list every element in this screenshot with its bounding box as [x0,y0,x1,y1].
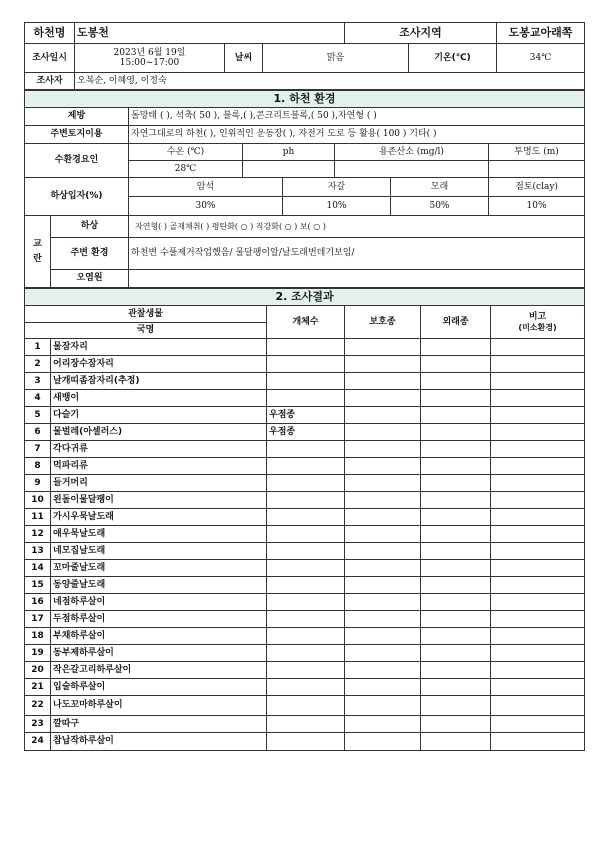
count-cell [267,543,345,560]
species-name: 참납작하루살이 [51,733,267,751]
table-row [25,356,585,373]
note-cell [491,628,585,645]
species-name: 어리장수잠자리 [51,356,267,373]
protected-cell [345,594,421,611]
invasive-cell [421,696,491,716]
count-cell [267,509,345,526]
row-number: 2 [25,356,51,373]
row-number: 15 [25,577,51,594]
protected-cell [345,475,421,492]
table-row [25,441,585,458]
table-row [25,662,585,679]
substrate-header-sand: 모래 [391,178,489,197]
section-environment-title: 1. 하천 환경 [25,91,585,108]
invasive-cell [421,356,491,373]
water-value-ph [243,161,335,178]
table-row [25,543,585,560]
count-cell [267,441,345,458]
note-cell [491,594,585,611]
row-number: 13 [25,543,51,560]
species-name: 왼돌이물달팽이 [51,492,267,509]
survey-sheet [24,22,584,751]
water-label: 수환경요인 [25,144,129,178]
substrate-value-gravel: 10% [283,197,391,216]
note-cell [491,407,585,424]
water-header-temp: 수온 (℃) [129,144,243,161]
count-cell: 우점종 [267,424,345,441]
table-row [25,424,585,441]
row-number: 8 [25,458,51,475]
invasive-cell [421,577,491,594]
species-name: 들거머리 [51,475,267,492]
disturbance-label [25,216,51,288]
protected-cell [345,560,421,577]
temp-label: 기온(℃) [409,44,497,73]
row-number: 18 [25,628,51,645]
surveyor-value: 오복순, 이혜영, 이정숙 [75,73,585,90]
row-number: 16 [25,594,51,611]
protected-cell [345,424,421,441]
protected-cell [345,356,421,373]
species-name: 네모집날도래 [51,543,267,560]
water-header-ph: ph [243,144,335,161]
note-cell [491,611,585,628]
col-note-title: 비고 [528,312,547,323]
landuse-value: 자연그대로의 하천( ), 인위적인 운동장( ), 자전거 도로 등 활용( 100 ) 기타( ) [129,126,585,144]
table-row [25,390,585,407]
note-cell [491,475,585,492]
count-cell [267,679,345,696]
note-cell [491,696,585,716]
table-row [25,594,585,611]
species-name: 동양줄날도래 [51,577,267,594]
row-number: 3 [25,373,51,390]
row-number: 22 [25,696,51,716]
note-cell [491,577,585,594]
row-number: 7 [25,441,51,458]
row-number: 9 [25,475,51,492]
river-label: 하천명 [25,23,75,44]
invasive-cell [421,475,491,492]
protected-cell [345,492,421,509]
count-cell [267,339,345,356]
table-row [25,458,585,475]
protected-cell [345,716,421,733]
row-number: 24 [25,733,51,751]
disturbance-label-text: 교란 [33,239,42,264]
protected-cell [345,509,421,526]
species-name: 작은갈고리하루살이 [51,662,267,679]
protected-cell [345,611,421,628]
count-cell [267,356,345,373]
protected-cell [345,733,421,751]
temp-value: 34℃ [497,44,585,73]
row-number: 10 [25,492,51,509]
count-cell [267,373,345,390]
invasive-cell [421,543,491,560]
count-cell [267,492,345,509]
invasive-cell [421,662,491,679]
table-row [25,645,585,662]
water-value-clarity [489,161,585,178]
date-line1: 2023년 6월 19일 [113,47,186,58]
section-results-title: 2. 조사결과 [25,289,585,306]
substrate-header-clay: 점토(clay) [489,178,585,197]
col-species-bottom: 국명 [25,323,267,339]
area-value: 도봉교아래쪽 [497,23,585,44]
table-row [25,696,585,716]
substrate-value-rock: 30% [129,197,283,216]
protected-cell [345,373,421,390]
count-cell [267,733,345,751]
protected-cell [345,679,421,696]
species-name: 가시우묵날도래 [51,509,267,526]
invasive-cell [421,390,491,407]
count-cell [267,662,345,679]
invasive-cell [421,645,491,662]
invasive-cell [421,407,491,424]
row-number: 5 [25,407,51,424]
protected-cell [345,662,421,679]
protected-cell [345,441,421,458]
water-header-do: 용존산소 (mg/l) [335,144,489,161]
row-number: 19 [25,645,51,662]
table-row [25,716,585,733]
count-cell [267,716,345,733]
count-cell [267,611,345,628]
header-table [24,22,585,90]
row-number: 14 [25,560,51,577]
species-name: 다슬기 [51,407,267,424]
river-value: 도봉천 [75,23,345,44]
invasive-cell [421,716,491,733]
note-cell [491,424,585,441]
embankment-label: 제방 [25,108,129,126]
note-cell [491,458,585,475]
note-cell [491,356,585,373]
weather-value: 맑음 [263,44,409,73]
count-cell: 우점종 [267,407,345,424]
substrate-label: 하상입자(%) [25,178,129,216]
table-row [25,475,585,492]
table-row [25,679,585,696]
protected-cell [345,696,421,716]
note-cell [491,441,585,458]
count-cell [267,628,345,645]
invasive-cell [421,373,491,390]
col-species-top: 관찰생물 [25,306,267,323]
weather-label: 날씨 [225,44,263,73]
row-number: 1 [25,339,51,356]
count-cell [267,475,345,492]
row-number: 4 [25,390,51,407]
protected-cell [345,390,421,407]
table-row [25,492,585,509]
species-name: 부채하루살이 [51,628,267,645]
substrate-value-clay: 10% [489,197,585,216]
row-number: 11 [25,509,51,526]
count-cell [267,390,345,407]
substrate-value-sand: 50% [391,197,489,216]
table-row [25,628,585,645]
col-note [491,306,585,339]
bed-value: 자연형( ) 골재채취( ) 평탄화( ○ ) 직강화( ○ ) 보( ○ ) [129,216,585,238]
count-cell [267,526,345,543]
row-number: 21 [25,679,51,696]
note-cell [491,509,585,526]
invasive-cell [421,424,491,441]
note-cell [491,679,585,696]
surround-value: 하천변 수풀제거작업했음/ 물달팽이알/날도래번데기보임/ [129,238,585,270]
invasive-cell [421,441,491,458]
pollution-value [129,270,585,288]
species-name: 애우묵날도래 [51,526,267,543]
protected-cell [345,526,421,543]
species-name: 새뱅이 [51,390,267,407]
table-row [25,373,585,390]
species-name: 먹파리류 [51,458,267,475]
species-name: 네점하루살이 [51,594,267,611]
note-cell [491,492,585,509]
substrate-header-rock: 암석 [129,178,283,197]
col-note-sub: (미소환경) [518,322,557,332]
note-cell [491,526,585,543]
row-number: 20 [25,662,51,679]
table-row [25,577,585,594]
protected-cell [345,407,421,424]
date-line2: 15:00~17:00 [119,58,180,68]
table-row [25,526,585,543]
water-header-clarity: 투명도 (m) [489,144,585,161]
note-cell [491,339,585,356]
count-cell [267,696,345,716]
row-number: 17 [25,611,51,628]
invasive-cell [421,339,491,356]
date-label: 조사일시 [25,44,75,73]
protected-cell [345,543,421,560]
col-invasive: 외래종 [421,306,491,339]
invasive-cell [421,594,491,611]
invasive-cell [421,628,491,645]
surveyor-label: 조사자 [25,73,75,90]
col-protected: 보호종 [345,306,421,339]
row-number: 12 [25,526,51,543]
species-name: 나도꼬마하루살이 [51,696,267,716]
count-cell [267,645,345,662]
note-cell [491,645,585,662]
table-row [25,611,585,628]
invasive-cell [421,679,491,696]
note-cell [491,733,585,751]
bed-label: 하상 [51,216,129,238]
protected-cell [345,645,421,662]
protected-cell [345,628,421,645]
species-name: 꼬마줄날도래 [51,560,267,577]
species-name: 동부제하루살이 [51,645,267,662]
invasive-cell [421,733,491,751]
pollution-label: 오염원 [51,270,129,288]
invasive-cell [421,492,491,509]
embankment-value: 돌망태 ( ), 석축( 50 ), 블록,( ),콘크리트블록,( 50 ),자연형 ( ) [129,108,585,126]
surround-label: 주변 환경 [51,238,129,270]
landuse-label: 주변토지이용 [25,126,129,144]
date-value [75,44,225,73]
environment-table [24,90,585,288]
invasive-cell [421,560,491,577]
invasive-cell [421,509,491,526]
table-row [25,733,585,751]
species-name: 물잠자리 [51,339,267,356]
water-value-temp: 28℃ [129,161,243,178]
table-row [25,509,585,526]
count-cell [267,577,345,594]
species-name: 입술하루살이 [51,679,267,696]
species-name: 날개띠좀잠자리(추정) [51,373,267,390]
results-table [24,288,585,751]
species-name: 두점하루살이 [51,611,267,628]
species-name: 물벌레(아셀러스) [51,424,267,441]
water-value-do [335,161,489,178]
note-cell [491,716,585,733]
table-row [25,560,585,577]
substrate-header-gravel: 자갈 [283,178,391,197]
invasive-cell [421,526,491,543]
invasive-cell [421,458,491,475]
note-cell [491,543,585,560]
row-number: 6 [25,424,51,441]
col-count: 개체수 [267,306,345,339]
species-name: 각다귀류 [51,441,267,458]
table-row [25,339,585,356]
note-cell [491,662,585,679]
area-label: 조사지역 [345,23,497,44]
count-cell [267,458,345,475]
table-row [25,407,585,424]
count-cell [267,560,345,577]
invasive-cell [421,611,491,628]
protected-cell [345,458,421,475]
row-number: 23 [25,716,51,733]
count-cell [267,594,345,611]
note-cell [491,560,585,577]
note-cell [491,373,585,390]
note-cell [491,390,585,407]
species-name: 깔따구 [51,716,267,733]
protected-cell [345,339,421,356]
protected-cell [345,577,421,594]
